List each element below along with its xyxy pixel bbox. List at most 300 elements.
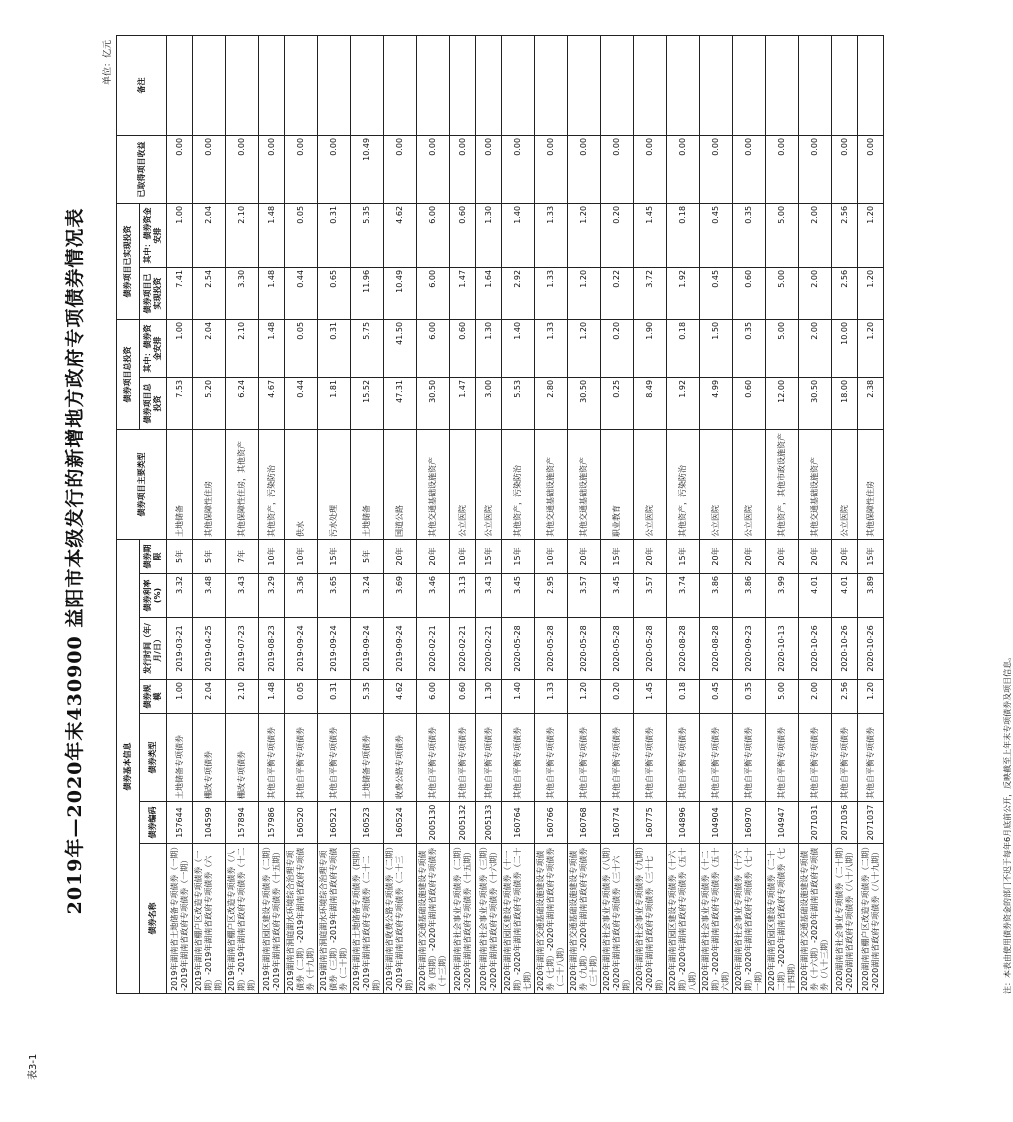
bond-type-cell: 其他自平衡专项债券: [450, 714, 476, 802]
total-bond-cell: 1.33: [535, 319, 568, 377]
total-cell: 2.38: [858, 377, 884, 429]
table-row: [285, 35, 318, 993]
issue-date-header: 发行时间（年/月/日）: [140, 618, 167, 680]
completed-total-cell: 11.96: [351, 267, 384, 319]
bond-name-cell: 2020年湖南省交通基础设施建设专项债券（九期）-2020年湖南省政府专项债券（三十期）: [568, 844, 601, 994]
income-cell: 0.00: [476, 135, 502, 203]
project-type-cell: 其他交通基础设施资产: [417, 429, 450, 539]
bond-code-cell: 104599: [193, 802, 226, 844]
total-cell: 47.31: [384, 377, 417, 429]
total-bond-cell: 1.30: [476, 319, 502, 377]
total-cell: 1.81: [318, 377, 351, 429]
issue-date-cell: 2020-10-26: [799, 618, 832, 680]
total-cell: 1.92: [667, 377, 700, 429]
remark-cell: [568, 35, 601, 135]
project-type-cell: 其他资产，其他市政设施资产: [766, 429, 799, 539]
rate-cell: 3.43: [226, 574, 259, 618]
bond-type-cell: 其他自平衡专项债券: [634, 714, 667, 802]
rate-cell: 2.95: [535, 574, 568, 618]
total-bond-cell: 1.40: [502, 319, 535, 377]
total-cell: 5.53: [502, 377, 535, 429]
total-cell: 4.99: [700, 377, 733, 429]
bond-code-cell: 157644: [167, 802, 193, 844]
completed-bond-cell: 5.35: [351, 203, 384, 267]
bond-code-cell: 160521: [318, 802, 351, 844]
table-row: [733, 35, 766, 993]
bond-scale-cell: 5.00: [766, 680, 799, 714]
issue-date-cell: 2019-09-24: [318, 618, 351, 680]
bond-name-cell: 2019年湖南省棚户区改造专项债券（一期）-2019年湖南省政府专项债券（六期）: [193, 844, 226, 994]
total-bond-cell: 0.31: [318, 319, 351, 377]
term-cell: 20年: [634, 539, 667, 573]
bond-name-cell: 2020湖南省棚户区改造专项债券（二期）-2020湖南省政府专项债券（八十九期）: [858, 844, 884, 994]
project-type-cell: 土地储备: [351, 429, 384, 539]
income-cell: 0.00: [634, 135, 667, 203]
bond-scale-cell: 5.35: [351, 680, 384, 714]
bond-name-cell: 2020年湖南省园区建设专项债券（二十二期）-2020年湖南省政府专项债券（七十四期）: [766, 844, 799, 994]
bond-type-cell: 土地储备专项债券: [351, 714, 384, 802]
bond-type-cell: 其他自平衡专项债券: [601, 714, 634, 802]
bond-type-cell: 其他自平衡专项债券: [285, 714, 318, 802]
rate-cell: 3.46: [417, 574, 450, 618]
bond-scale-cell: 0.60: [450, 680, 476, 714]
completed-total-cell: 1.48: [259, 267, 285, 319]
total-bond-cell: 1.48: [259, 319, 285, 377]
bond-name-cell: 2020年湖南省社会事业专项债券（十二期）-2020年湖南省政府专项债券（五十六期）: [700, 844, 733, 994]
rate-cell: 3.43: [476, 574, 502, 618]
completed-bond-cell: 1.45: [634, 203, 667, 267]
total-cell: 30.50: [568, 377, 601, 429]
footnote: 注：本表由使用债券资金的部门不迟于每年6月底前公开，反映截至上年末专项债券及项目信息。: [1003, 652, 1012, 994]
bond-code-cell: 160520: [285, 802, 318, 844]
bond-type-cell: 其他自平衡专项债券: [832, 714, 858, 802]
bond-scale-cell: 1.48: [259, 680, 285, 714]
remark-cell: [193, 35, 226, 135]
total-cell: 0.44: [285, 377, 318, 429]
total-bond-cell: 2.10: [226, 319, 259, 377]
table-row: [799, 35, 832, 993]
issue-date-cell: 2020-02-21: [476, 618, 502, 680]
term-cell: 20年: [700, 539, 733, 573]
table-row: [351, 35, 384, 993]
completed-bond-cell: 2.00: [799, 203, 832, 267]
total-bond-header: 其中：债券资金安排: [140, 319, 167, 377]
bond-code-cell: 2071031: [799, 802, 832, 844]
total-cell: 15.52: [351, 377, 384, 429]
bond-code-cell: 104947: [766, 802, 799, 844]
bond-code-header: 债券编码: [140, 802, 167, 844]
bond-scale-cell: 1.40: [502, 680, 535, 714]
total-bond-cell: 5.75: [351, 319, 384, 377]
table-row: [384, 35, 417, 993]
bond-type-cell: 土地储备专项债券: [167, 714, 193, 802]
table-row: [167, 35, 193, 993]
project-type-cell: 其他资产，污染防治: [259, 429, 285, 539]
bond-name-cell: 2019湖南省洞庭湖水环境综合治理专项债券（三期）-2019年湖南省政府专项债券（二十期）: [318, 844, 351, 994]
bond-type-cell: 其他自平衡专项债券: [417, 714, 450, 802]
issue-date-cell: 2020-05-28: [568, 618, 601, 680]
table-label: 表3-1: [28, 1053, 39, 1080]
bond-name-cell: 2020年湖南省交通基础设施建设专项债券（四期）-2020年湖南省政府专项债券（十三期）: [417, 844, 450, 994]
completed-bond-cell: 0.31: [318, 203, 351, 267]
table-row: [634, 35, 667, 993]
total-cell: 30.50: [799, 377, 832, 429]
completed-total-cell: 0.44: [285, 267, 318, 319]
bond-type-cell: 其他自平衡专项债券: [259, 714, 285, 802]
bond-type-cell: 其他自平衡专项债券: [858, 714, 884, 802]
term-cell: 20年: [766, 539, 799, 573]
bond-table: [116, 35, 884, 994]
total-header: 债券项目总投资: [140, 377, 167, 429]
rate-cell: 4.01: [799, 574, 832, 618]
income-cell: 0.00: [766, 135, 799, 203]
completed-bond-cell: 1.20: [858, 203, 884, 267]
table-row: [502, 35, 535, 993]
rate-cell: 3.32: [167, 574, 193, 618]
completed-bond-cell: 1.48: [259, 203, 285, 267]
bond-scale-cell: 1.33: [535, 680, 568, 714]
income-cell: 0.00: [799, 135, 832, 203]
remark-cell: [667, 35, 700, 135]
bond-name-cell: 2020年湖南省园区建设专项债券（十六期）-2020年湖南省政府专项债券（五十八期）: [667, 844, 700, 994]
issue-date-cell: 2020-02-21: [417, 618, 450, 680]
rate-cell: 3.86: [733, 574, 766, 618]
completed-bond-cell: 0.18: [667, 203, 700, 267]
term-cell: 5年: [193, 539, 226, 573]
issue-date-cell: 2020-10-13: [766, 618, 799, 680]
remark-cell: [535, 35, 568, 135]
table-row: [476, 35, 502, 993]
total-bond-cell: 2.04: [193, 319, 226, 377]
completed-total-cell: 2.54: [193, 267, 226, 319]
completed-total-cell: 1.64: [476, 267, 502, 319]
bond-name-cell: 2020年湖南省交通基础设施建设专项债券（十六期）-2020年湖南省政府专项债券（八十三期）: [799, 844, 832, 994]
income-header: 已取得项目收益: [117, 135, 167, 203]
bond-type-cell: 其他自平衡专项债券: [667, 714, 700, 802]
project-type-cell: 其他保障性住房: [193, 429, 226, 539]
completed-total-cell: 2.56: [832, 267, 858, 319]
term-cell: 20年: [568, 539, 601, 573]
rate-cell: 3.48: [193, 574, 226, 618]
income-cell: 0.00: [193, 135, 226, 203]
issue-date-cell: 2020-05-28: [502, 618, 535, 680]
term-cell: 7年: [226, 539, 259, 573]
project-type-cell: 公立医院: [832, 429, 858, 539]
table-row: [450, 35, 476, 993]
term-cell: 15年: [502, 539, 535, 573]
bond-code-cell: 160523: [351, 802, 384, 844]
income-cell: 0.00: [285, 135, 318, 203]
issue-date-cell: 2020-02-21: [450, 618, 476, 680]
rate-cell: 3.57: [634, 574, 667, 618]
remark-cell: [226, 35, 259, 135]
completed-total-cell: 1.20: [568, 267, 601, 319]
total-bond-cell: 1.50: [700, 319, 733, 377]
table-row: [766, 35, 799, 993]
project-type-cell: 公立医院: [476, 429, 502, 539]
remark-header: 备注: [117, 35, 167, 135]
project-type-cell: 其他保障性住房: [858, 429, 884, 539]
bond-name-cell: 2020年湖南省社会事业专项债券（三期）-2020年湖南省政府专项债券（十六期）: [476, 844, 502, 994]
term-cell: 15年: [476, 539, 502, 573]
bond-code-cell: 104904: [700, 802, 733, 844]
completed-header: 债券项目已实现投资: [117, 203, 140, 319]
table-row: [568, 35, 601, 993]
table-row: [700, 35, 733, 993]
project-type-cell: 其他保障性住房，其他资产: [226, 429, 259, 539]
total-bond-cell: 5.00: [766, 319, 799, 377]
remark-cell: [259, 35, 285, 135]
project-type-cell: 其他交通基础设施资产: [535, 429, 568, 539]
issue-date-cell: 2019-08-23: [259, 618, 285, 680]
table-row: [601, 35, 634, 993]
rate-cell: 3.99: [766, 574, 799, 618]
project-type-cell: 公立医院: [733, 429, 766, 539]
rate-cell: 3.29: [259, 574, 285, 618]
income-cell: 0.00: [417, 135, 450, 203]
income-cell: 0.00: [858, 135, 884, 203]
bond-scale-cell: 1.30: [476, 680, 502, 714]
remark-cell: [858, 35, 884, 135]
bond-code-cell: 2005132: [450, 802, 476, 844]
bond-type-cell: 收费公路专项债券: [384, 714, 417, 802]
issue-date-cell: 2020-10-26: [832, 618, 858, 680]
total-cell: 0.60: [733, 377, 766, 429]
remark-cell: [167, 35, 193, 135]
completed-total-header: 债券项目已实现投资: [140, 267, 167, 319]
bond-type-cell: 其他自平衡专项债券: [502, 714, 535, 802]
bond-scale-cell: 1.00: [167, 680, 193, 714]
issue-date-cell: 2020-09-23: [733, 618, 766, 680]
issue-date-cell: 2019-07-23: [226, 618, 259, 680]
completed-bond-cell: 4.62: [384, 203, 417, 267]
completed-bond-cell: 1.33: [535, 203, 568, 267]
term-cell: 5年: [167, 539, 193, 573]
issue-date-cell: 2020-05-28: [601, 618, 634, 680]
bond-type-cell: 其他自平衡专项债券: [476, 714, 502, 802]
term-cell: 20年: [799, 539, 832, 573]
income-cell: 0.00: [733, 135, 766, 203]
term-cell: 15年: [318, 539, 351, 573]
income-cell: 0.00: [568, 135, 601, 203]
bond-type-cell: 其他自平衡专项债券: [799, 714, 832, 802]
table-row: [667, 35, 700, 993]
total-bond-cell: 0.05: [285, 319, 318, 377]
project-type-cell: 污水处理: [318, 429, 351, 539]
remark-cell: [285, 35, 318, 135]
income-cell: 0.00: [535, 135, 568, 203]
page-title: 2019年—2020年末430900 益阳市本级发行的新增地方政府专项债券情况表: [64, 207, 86, 915]
rate-cell: 3.45: [502, 574, 535, 618]
bond-scale-cell: 2.56: [832, 680, 858, 714]
term-cell: 20年: [417, 539, 450, 573]
rate-cell: 3.74: [667, 574, 700, 618]
project-type-header: 债券项目主要类型: [117, 429, 167, 539]
term-cell: 10年: [535, 539, 568, 573]
completed-bond-cell: 1.30: [476, 203, 502, 267]
total-bond-cell: 41.50: [384, 319, 417, 377]
bond-scale-cell: 0.45: [700, 680, 733, 714]
completed-total-cell: 6.00: [417, 267, 450, 319]
bond-name-cell: 2019湖南省洞庭湖水环境综合治理专项债券（二期）-2019年湖南省政府专项债券（十九期）: [285, 844, 318, 994]
table-row: [193, 35, 226, 993]
completed-bond-header: 其中：债券资金安排: [140, 203, 167, 267]
remark-cell: [476, 35, 502, 135]
issue-date-cell: 2019-09-24: [384, 618, 417, 680]
project-type-cell: 其他资产，污染防治: [667, 429, 700, 539]
term-cell: 10年: [259, 539, 285, 573]
bond-code-cell: 2005133: [476, 802, 502, 844]
project-type-cell: 其他交通基础设施资产: [568, 429, 601, 539]
bond-name-cell: 2020年湖南省社会事业专项债券（九期）-2020年湖南省政府专项债券（三十七期）: [634, 844, 667, 994]
bond-scale-cell: 0.31: [318, 680, 351, 714]
total-cell: 5.20: [193, 377, 226, 429]
project-type-cell: 其他交通基础设施资产: [799, 429, 832, 539]
income-cell: 0.00: [226, 135, 259, 203]
bond-type-cell: 其他自平衡专项债券: [766, 714, 799, 802]
income-cell: 0.00: [832, 135, 858, 203]
completed-total-cell: 3.30: [226, 267, 259, 319]
bond-code-cell: 160774: [601, 802, 634, 844]
remark-cell: [799, 35, 832, 135]
total-cell: 7.53: [167, 377, 193, 429]
total-cell: 2.80: [535, 377, 568, 429]
completed-total-cell: 1.33: [535, 267, 568, 319]
bond-scale-cell: 6.00: [417, 680, 450, 714]
income-cell: 0.00: [167, 135, 193, 203]
completed-bond-cell: 1.40: [502, 203, 535, 267]
project-total-header: 债券项目总投资: [117, 319, 140, 429]
project-type-cell: 职业教育: [601, 429, 634, 539]
bond-scale-cell: 2.04: [193, 680, 226, 714]
completed-bond-cell: 0.20: [601, 203, 634, 267]
bond-name-cell: 2019年湖南省棚户区改造专项债券（八期）-2019年湖南省政府专项债券（十二期）: [226, 844, 259, 994]
completed-bond-cell: 5.00: [766, 203, 799, 267]
remark-cell: [733, 35, 766, 135]
completed-total-cell: 1.47: [450, 267, 476, 319]
bond-type-cell: 棚改专项债券: [226, 714, 259, 802]
bond-code-cell: 160970: [733, 802, 766, 844]
total-bond-cell: 2.00: [799, 319, 832, 377]
unit-label: 单位：亿元: [103, 40, 113, 86]
bond-code-cell: 160768: [568, 802, 601, 844]
bond-scale-cell: 2.10: [226, 680, 259, 714]
bond-scale-cell: 0.18: [667, 680, 700, 714]
bond-code-cell: 160764: [502, 802, 535, 844]
bond-code-cell: 160775: [634, 802, 667, 844]
table-row: [535, 35, 568, 993]
income-cell: 0.00: [318, 135, 351, 203]
remark-cell: [351, 35, 384, 135]
bond-code-cell: 157894: [226, 802, 259, 844]
issue-date-cell: 2020-08-28: [700, 618, 733, 680]
completed-total-cell: 1.92: [667, 267, 700, 319]
completed-total-cell: 0.65: [318, 267, 351, 319]
bond-scale-cell: 0.20: [601, 680, 634, 714]
completed-bond-cell: 0.35: [733, 203, 766, 267]
income-cell: 0.00: [667, 135, 700, 203]
table-row: [832, 35, 858, 993]
rate-cell: 3.45: [601, 574, 634, 618]
term-cell: 10年: [450, 539, 476, 573]
term-cell: 20年: [384, 539, 417, 573]
bond-code-cell: 2071036: [832, 802, 858, 844]
rate-cell: 3.13: [450, 574, 476, 618]
income-cell: 0.00: [601, 135, 634, 203]
rate-cell: 3.86: [700, 574, 733, 618]
remark-cell: [384, 35, 417, 135]
bond-type-cell: 其他自平衡专项债券: [318, 714, 351, 802]
completed-total-cell: 2.92: [502, 267, 535, 319]
completed-bond-cell: 2.10: [226, 203, 259, 267]
remark-cell: [318, 35, 351, 135]
term-cell: 15年: [601, 539, 634, 573]
total-cell: 1.47: [450, 377, 476, 429]
rate-cell: 4.01: [832, 574, 858, 618]
remark-cell: [601, 35, 634, 135]
completed-total-cell: 2.00: [799, 267, 832, 319]
completed-bond-cell: 6.00: [417, 203, 450, 267]
completed-bond-cell: 0.45: [700, 203, 733, 267]
bond-scale-cell: 1.20: [568, 680, 601, 714]
term-cell: 15年: [858, 539, 884, 573]
completed-total-cell: 7.41: [167, 267, 193, 319]
project-type-cell: 公立医院: [634, 429, 667, 539]
bond-scale-cell: 2.00: [799, 680, 832, 714]
term-cell: 20年: [832, 539, 858, 573]
rate-cell: 3.24: [351, 574, 384, 618]
income-cell: 0.00: [450, 135, 476, 203]
rate-cell: 3.65: [318, 574, 351, 618]
completed-bond-cell: 1.20: [568, 203, 601, 267]
completed-total-cell: 0.22: [601, 267, 634, 319]
completed-bond-cell: 2.04: [193, 203, 226, 267]
bond-code-cell: 2071037: [858, 802, 884, 844]
project-type-cell: 土地储备: [167, 429, 193, 539]
table-row: [318, 35, 351, 993]
term-cell: 15年: [667, 539, 700, 573]
bond-name-cell: 2019年湖南省收费公路专项债券（二期）-2019年湖南省政府专项债券（二十三期）: [384, 844, 417, 994]
total-bond-cell: 1.90: [634, 319, 667, 377]
bond-name-cell: 2020年湖南省园区建设专项债券（十一期）-2020年湖南省政府专项债券（二十七期）: [502, 844, 535, 994]
total-cell: 30.50: [417, 377, 450, 429]
bond-type-cell: 其他自平衡专项债券: [700, 714, 733, 802]
bond-type-cell: 其他自平衡专项债券: [733, 714, 766, 802]
bond-scale-cell: 1.45: [634, 680, 667, 714]
total-bond-cell: 1.20: [568, 319, 601, 377]
completed-total-cell: 0.60: [733, 267, 766, 319]
rate-cell: 3.69: [384, 574, 417, 618]
income-cell: 10.49: [351, 135, 384, 203]
bond-name-cell: 2020年湖南省交通基础设施建设专项债券（七期）-2020年湖南省政府专项债券（二十八期）: [535, 844, 568, 994]
bond-name-cell: 2020年湖南省社会事业专项债券（二期）-2020年湖南省政府专项债券（十五期）: [450, 844, 476, 994]
total-bond-cell: 0.18: [667, 319, 700, 377]
total-bond-cell: 1.20: [858, 319, 884, 377]
total-bond-cell: 0.60: [450, 319, 476, 377]
total-cell: 18.00: [832, 377, 858, 429]
remark-cell: [634, 35, 667, 135]
bond-name-cell: 2019年湖南省土地储备专项债券（四期）-2019年湖南省政府专项债券（二十二期）: [351, 844, 384, 994]
bond-type-cell: 其他自平衡专项债券: [568, 714, 601, 802]
issue-date-cell: 2020-08-28: [667, 618, 700, 680]
bond-code-cell: 160766: [535, 802, 568, 844]
issue-date-cell: 2019-09-24: [351, 618, 384, 680]
remark-cell: [832, 35, 858, 135]
issue-date-cell: 2019-09-24: [285, 618, 318, 680]
completed-total-cell: 5.00: [766, 267, 799, 319]
total-cell: 4.67: [259, 377, 285, 429]
completed-total-cell: 3.72: [634, 267, 667, 319]
